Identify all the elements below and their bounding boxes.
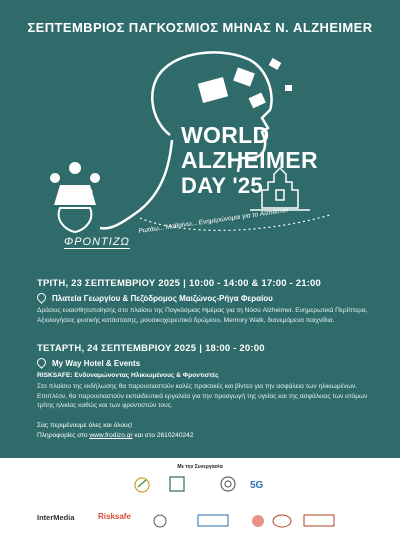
- event-2-datetime: ΤΕΤΑΡΤΗ, 24 ΣΕΠΤΕΜΒΡΙΟΥ 2025 | 18:00 - 20:00: [37, 343, 265, 354]
- event-1-time: 10:00 - 14:00 & 17:00 - 21:00: [189, 278, 322, 289]
- frontizo-people-icon: [50, 162, 100, 232]
- contact-info: [37, 421, 382, 441]
- event-1-location: [37, 294, 382, 303]
- info-prefix: Πληροφορίες στο: [37, 432, 90, 439]
- event-2-location: [37, 359, 382, 368]
- event-2-description: Στο πλαίσιο της εκδήλωσης θα παρουσιαστούν καλές πρακτικές και βίντεο για την ασφάλεια των ηλικιωμένων. Επιπλέον, θα παρουσιαστούν εκπαιδευτικά εργαλεία για την προαγωγή της υγείας και της ασφάλειας των ατόμων τρίτης ηλικίας καθώς και των φροντιστών τους.: [37, 383, 368, 410]
- event-2-place: My Way Hotel & Events: [52, 359, 141, 368]
- risksafe-logo-text: Risksafe: [98, 512, 131, 521]
- title-line-2: ALZHEIMER: [181, 147, 318, 173]
- page-title: ΣΕΠΤΕΜΒΡΙΟΣ ΠΑΓΚΟΣΜΙΟΣ ΜΗΝΑΣ Ν. ALZHEIMER: [27, 20, 373, 35]
- website-link[interactable]: www.frodizo.gr: [89, 432, 133, 439]
- phone-number: 2610240242: [156, 432, 194, 439]
- neck-outline: [100, 140, 172, 228]
- intermedia-logo: InterMedia: [37, 513, 75, 522]
- event-1-datetime: ΤΡΙΤΗ, 23 ΣΕΠΤΕΜΒΡΙΟΥ 2025 | 10:00 - 14:00 & 17:00 - 21:00: [37, 278, 322, 289]
- location-pin-icon: [35, 292, 48, 305]
- title-line-3: DAY '25: [181, 173, 263, 198]
- puzzle-piece: [249, 93, 266, 109]
- info-line: [37, 431, 382, 441]
- event-1-description: Δράσεις ευαισθητοποίησης στο πλαίσιο της Παγκόσμιας Ημέρας για τη Νόσο Alzheimer. Ενημερωτικά Περίπτερα, Αξιολογήσεις φυσικής κατάστασης, μουσικοχορευτικό δρώμενο, Memory Walk, διανεμόμενα παιχνίδια.: [37, 307, 368, 324]
- location-pin-icon: [35, 357, 48, 370]
- partner-logo: [135, 477, 264, 492]
- risksafe-logo: [98, 512, 131, 521]
- frontizo-logo-text: ΦΡΟΝΤΙΖΩ: [64, 236, 130, 248]
- event-2-date: ΤΕΤΑΡΤΗ, 24 ΣΕΠΤΕΜΒΡΙΟΥ 2025: [37, 343, 197, 354]
- event-2: [37, 343, 382, 411]
- invite-text: Σας περιμένουμε όλες και όλους!: [37, 422, 133, 429]
- title-line-1: WORLD: [181, 122, 270, 148]
- partner-logo: [154, 515, 334, 527]
- event-1-date: ΤΡΙΤΗ, 23 ΣΕΠΤΕΜΒΡΙΟΥ 2025: [37, 278, 181, 289]
- world-alzheimer-day-title: [181, 123, 318, 198]
- partners-title: Με την Συνεργασία: [177, 464, 223, 470]
- puzzle-piece: [269, 58, 282, 70]
- event-2-time: 18:00 - 20:00: [205, 343, 265, 354]
- tagline: Ρωτάω... Μαθαίνω... Ενημερώνομαι για το Alzheimer: [138, 206, 290, 235]
- info-mid: και στο: [132, 432, 157, 439]
- svg-text:5G: 5G: [250, 480, 264, 491]
- event-1-place: Πλατεία Γεωργίου & Πεζόδρομος Μαιζώνος-Ρήγα Φεραίου: [52, 294, 273, 303]
- event-1: [37, 278, 382, 325]
- event-2-subtitle: RISKSAFE: Ενδυναμώνοντας Ηλικιωμένους & Φροντιστές: [37, 372, 219, 380]
- puzzle-piece: [233, 67, 255, 86]
- puzzle-piece: [285, 85, 292, 91]
- puzzle-piece: [198, 77, 228, 103]
